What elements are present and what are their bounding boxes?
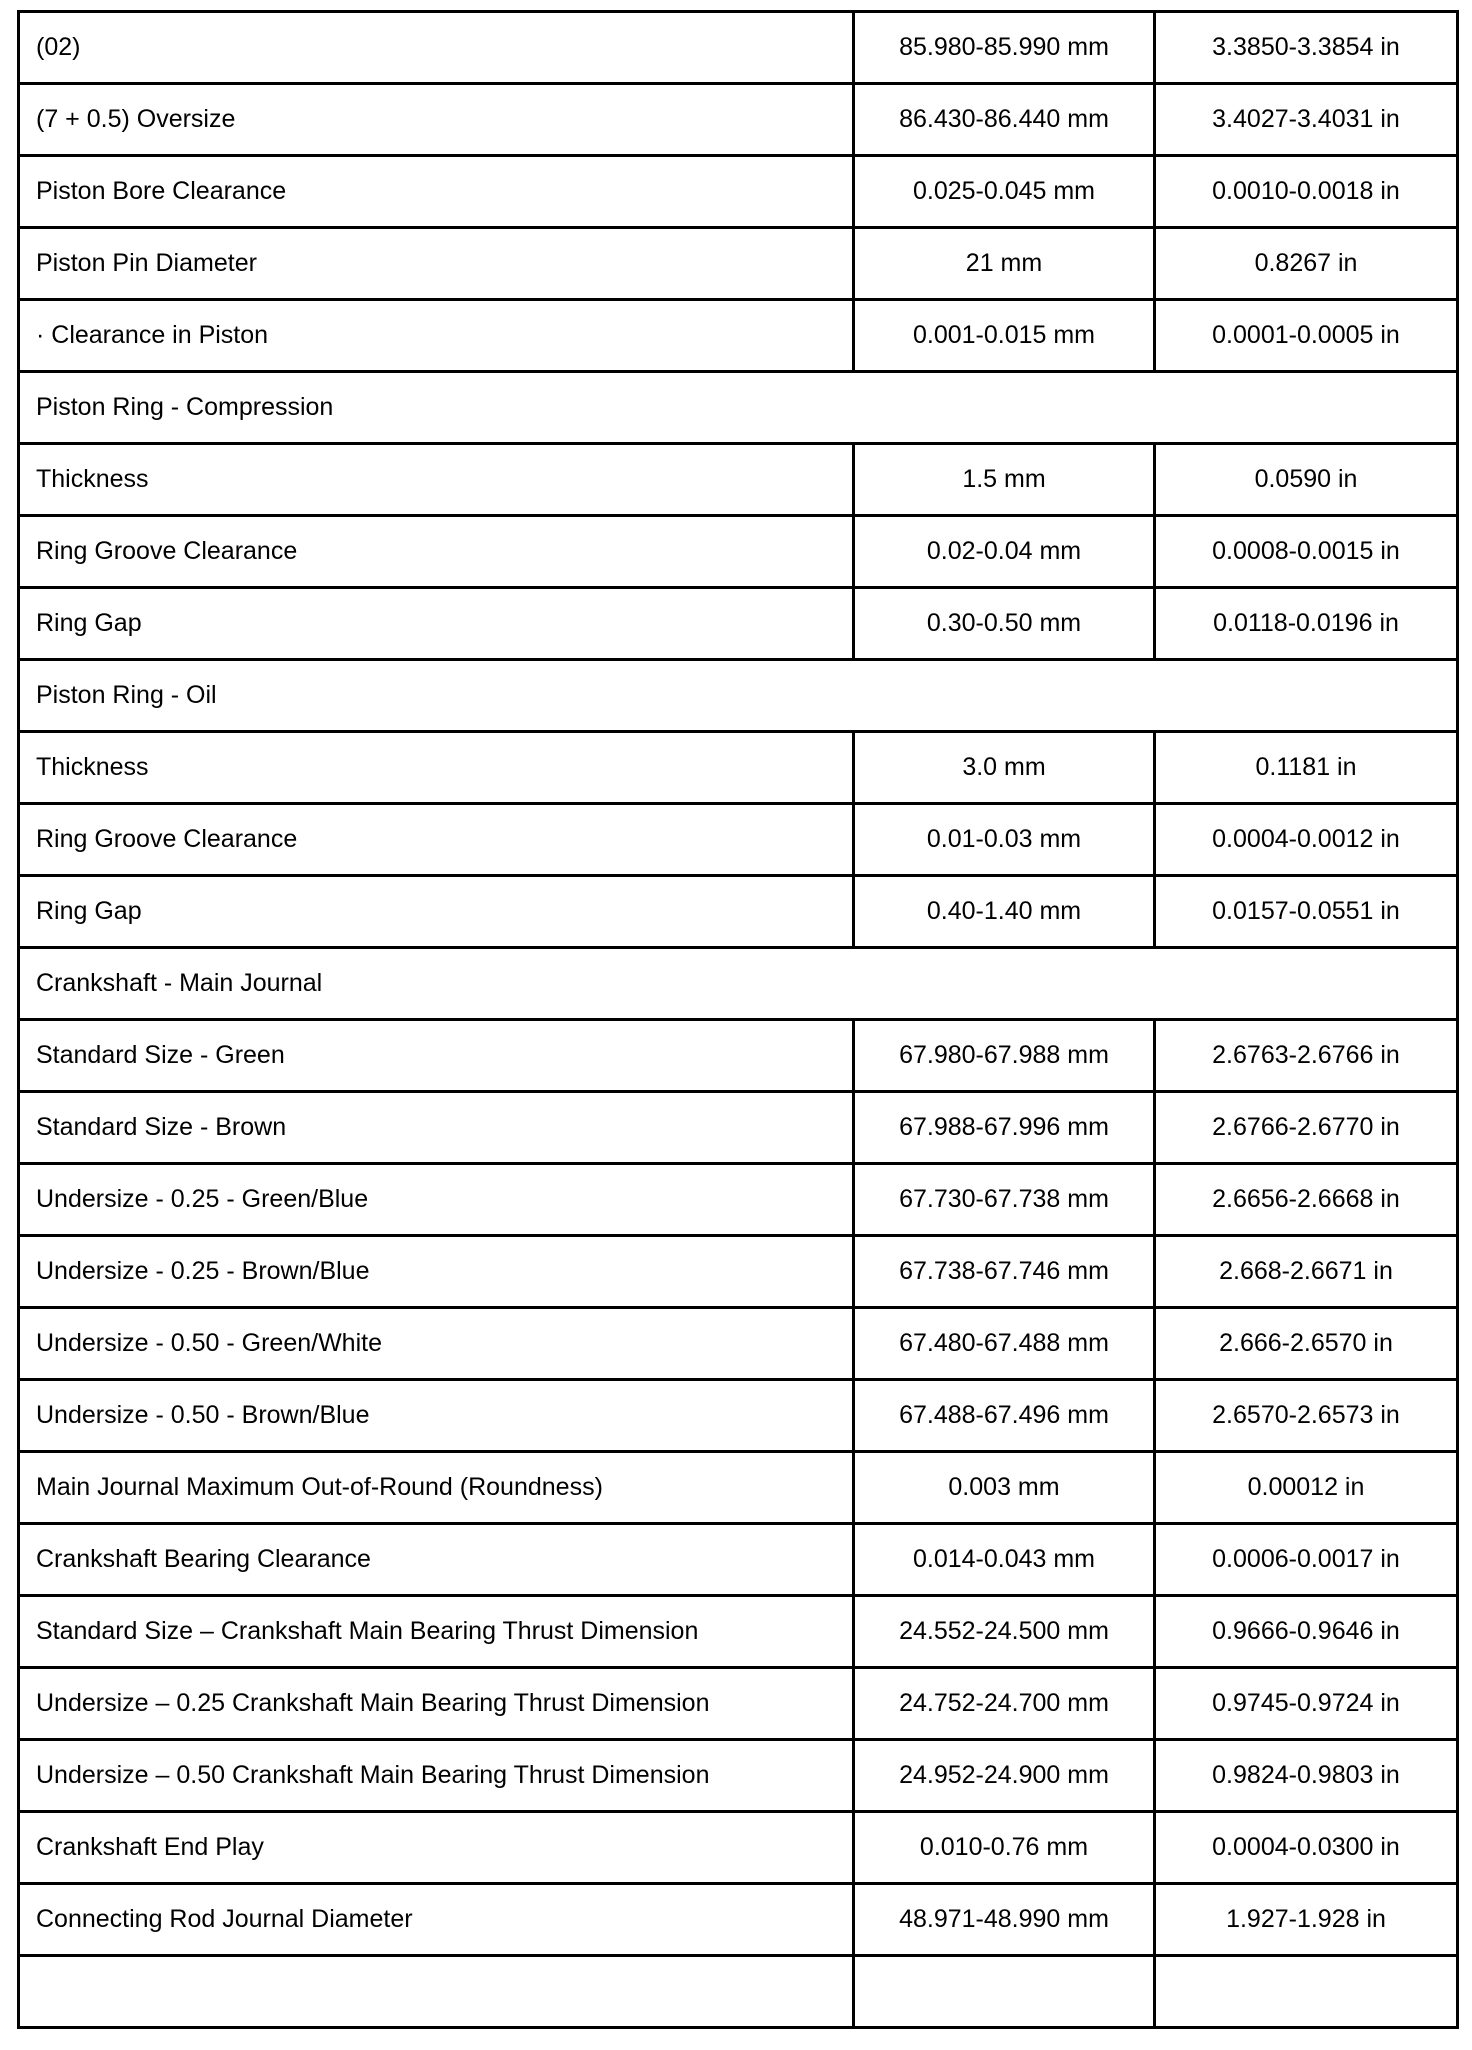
imperial-value: 2.668-2.6671 in [1155,1236,1458,1308]
spec-label: Undersize - 0.50 - Brown/Blue [19,1380,854,1452]
table-row [19,1308,1458,1380]
spec-label: Crankshaft End Play [19,1812,854,1884]
imperial-value: 0.0004-0.0012 in [1155,804,1458,876]
table-row [19,1524,1458,1596]
imperial-value: 0.9745-0.9724 in [1155,1668,1458,1740]
spec-label [19,1956,854,2028]
imperial-value: 0.0118-0.0196 in [1155,588,1458,660]
table-row [19,732,1458,804]
metric-value: 1.5 mm [854,444,1155,516]
metric-value: 0.01-0.03 mm [854,804,1155,876]
table-row [19,1884,1458,1956]
table-row [19,588,1458,660]
spec-label: Thickness [19,732,854,804]
metric-value: 21 mm [854,228,1155,300]
metric-value: 67.480-67.488 mm [854,1308,1155,1380]
imperial-value: 3.3850-3.3854 in [1155,12,1458,84]
metric-value: 0.001-0.015 mm [854,300,1155,372]
section-header-row [19,372,1458,444]
section-title: Crankshaft - Main Journal [19,948,1458,1020]
spec-label: Piston Bore Clearance [19,156,854,228]
table-row [19,1956,1458,2028]
spec-label: Ring Groove Clearance [19,516,854,588]
imperial-value: 0.9824-0.9803 in [1155,1740,1458,1812]
metric-value: 67.738-67.746 mm [854,1236,1155,1308]
imperial-value: 2.6766-2.6770 in [1155,1092,1458,1164]
section-title: Piston Ring - Oil [19,660,1458,732]
metric-value: 3.0 mm [854,732,1155,804]
section-title: Piston Ring - Compression [19,372,1458,444]
imperial-value [1155,1956,1458,2028]
spec-label: Connecting Rod Journal Diameter [19,1884,854,1956]
table-row [19,156,1458,228]
metric-value [854,1956,1155,2028]
imperial-value: 0.0001-0.0005 in [1155,300,1458,372]
spec-label: Undersize – 0.50 Crankshaft Main Bearing Thrust Dimension [19,1740,854,1812]
spec-label: Undersize - 0.25 - Green/Blue [19,1164,854,1236]
table-row [19,804,1458,876]
imperial-value: 0.0008-0.0015 in [1155,516,1458,588]
spec-label: Main Journal Maximum Out-of-Round (Roundness) [19,1452,854,1524]
table-row [19,1668,1458,1740]
imperial-value: 3.4027-3.4031 in [1155,84,1458,156]
metric-value: 24.752-24.700 mm [854,1668,1155,1740]
imperial-value: 2.6570-2.6573 in [1155,1380,1458,1452]
metric-value: 67.980-67.988 mm [854,1020,1155,1092]
imperial-value: 0.0004-0.0300 in [1155,1812,1458,1884]
metric-value: 67.988-67.996 mm [854,1092,1155,1164]
spec-label: Undersize - 0.25 - Brown/Blue [19,1236,854,1308]
metric-value: 0.010-0.76 mm [854,1812,1155,1884]
spec-label: (02) [19,12,854,84]
section-header-row [19,660,1458,732]
imperial-value: 0.0157-0.0551 in [1155,876,1458,948]
spec-label: (7 + 0.5) Oversize [19,84,854,156]
spec-label: Ring Gap [19,876,854,948]
metric-value: 0.30-0.50 mm [854,588,1155,660]
metric-value: 0.003 mm [854,1452,1155,1524]
spec-label: Thickness [19,444,854,516]
table-row [19,516,1458,588]
section-header-row [19,948,1458,1020]
imperial-value: 0.00012 in [1155,1452,1458,1524]
imperial-value: 0.9666-0.9646 in [1155,1596,1458,1668]
metric-value: 24.952-24.900 mm [854,1740,1155,1812]
spec-label: Ring Gap [19,588,854,660]
metric-value: 0.014-0.043 mm [854,1524,1155,1596]
metric-value: 24.552-24.500 mm [854,1596,1155,1668]
table-row [19,1020,1458,1092]
imperial-value: 0.1181 in [1155,732,1458,804]
spec-label: Standard Size - Brown [19,1092,854,1164]
metric-value: 67.730-67.738 mm [854,1164,1155,1236]
table-row [19,12,1458,84]
spec-label: Piston Pin Diameter [19,228,854,300]
imperial-value: 0.0006-0.0017 in [1155,1524,1458,1596]
imperial-value: 0.0010-0.0018 in [1155,156,1458,228]
table-row [19,1236,1458,1308]
table-row [19,1092,1458,1164]
imperial-value: 2.666-2.6570 in [1155,1308,1458,1380]
metric-value: 86.430-86.440 mm [854,84,1155,156]
table-row [19,1740,1458,1812]
spec-label: Undersize – 0.25 Crankshaft Main Bearing Thrust Dimension [19,1668,854,1740]
table-row [19,1596,1458,1668]
table-row [19,300,1458,372]
spec-label: Standard Size - Green [19,1020,854,1092]
metric-value: 85.980-85.990 mm [854,12,1155,84]
metric-value: 0.02-0.04 mm [854,516,1155,588]
imperial-value: 0.0590 in [1155,444,1458,516]
table-row [19,84,1458,156]
table-row [19,1812,1458,1884]
metric-value: 67.488-67.496 mm [854,1380,1155,1452]
specifications-table [17,10,1459,2029]
imperial-value: 2.6656-2.6668 in [1155,1164,1458,1236]
imperial-value: 2.6763-2.6766 in [1155,1020,1458,1092]
imperial-value: 1.927-1.928 in [1155,1884,1458,1956]
table-row [19,1380,1458,1452]
metric-value: 48.971-48.990 mm [854,1884,1155,1956]
table-row [19,876,1458,948]
spec-label: Standard Size – Crankshaft Main Bearing Thrust Dimension [19,1596,854,1668]
spec-label: · Clearance in Piston [19,300,854,372]
spec-label: Crankshaft Bearing Clearance [19,1524,854,1596]
spec-label: Undersize - 0.50 - Green/White [19,1308,854,1380]
table-row [19,1164,1458,1236]
imperial-value: 0.8267 in [1155,228,1458,300]
table-row [19,444,1458,516]
table-row [19,1452,1458,1524]
metric-value: 0.025-0.045 mm [854,156,1155,228]
metric-value: 0.40-1.40 mm [854,876,1155,948]
table-row [19,228,1458,300]
spec-label: Ring Groove Clearance [19,804,854,876]
